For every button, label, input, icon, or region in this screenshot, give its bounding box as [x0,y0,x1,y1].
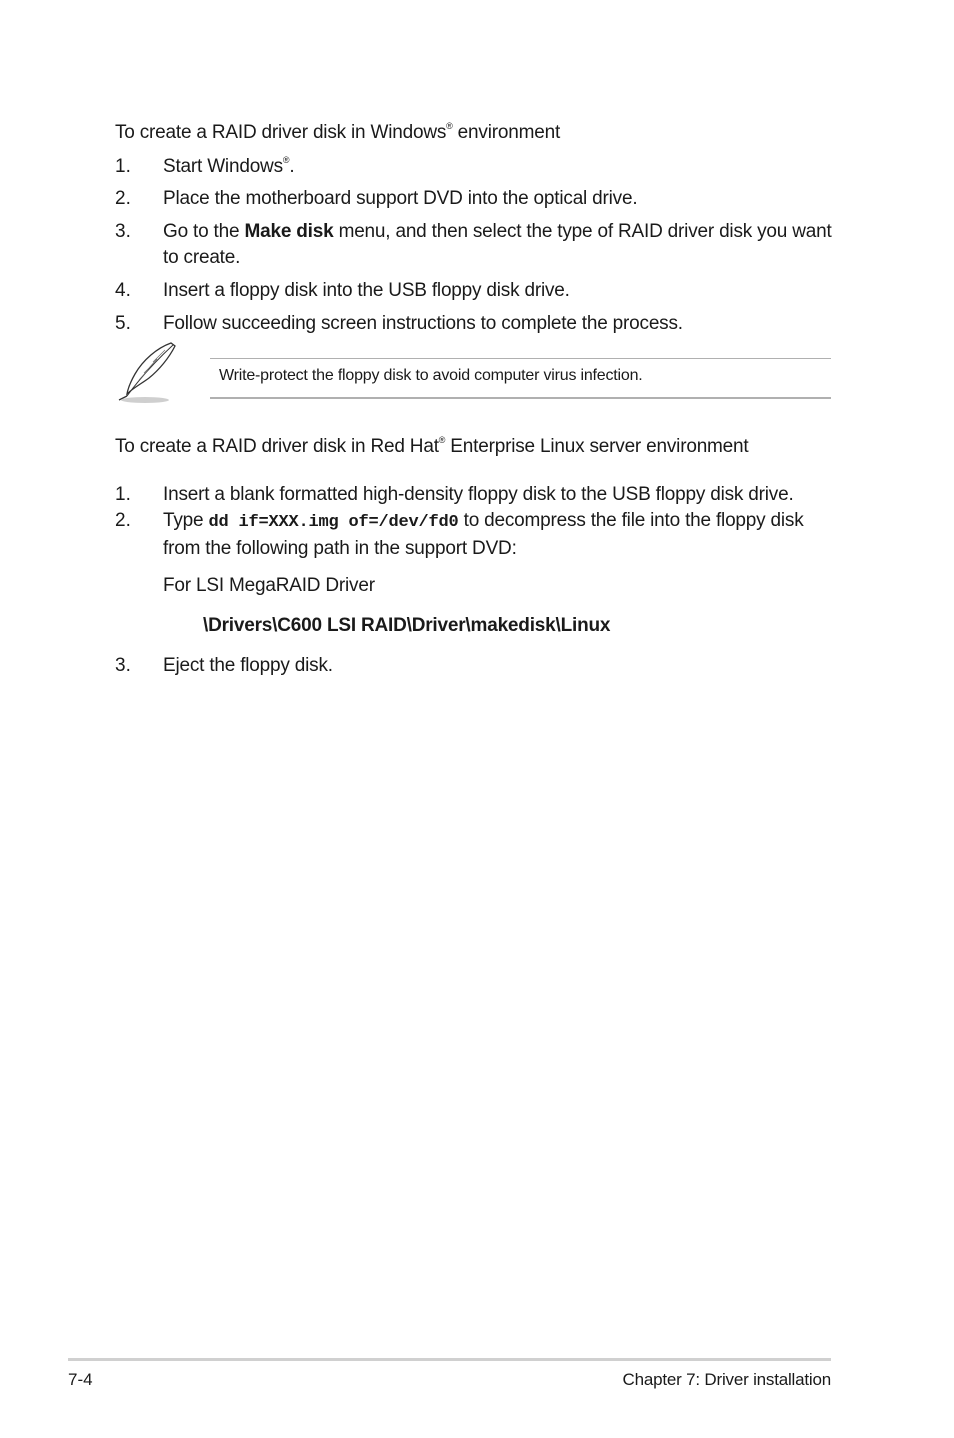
windows-step-4: Insert a floppy disk into the USB floppy disk drive. [163,280,570,301]
step-number: 1. [115,156,131,177]
step-text-end: . [289,156,295,177]
registered-mark: ® [282,155,290,165]
step-text-end: to decompress the file into the floppy disk from the following path in the support DVD: [163,510,804,559]
note-bottom-rule [210,397,831,399]
quill-pen-icon [113,340,183,404]
step-text: Start Windows [163,156,283,177]
heading-text-end: environment [452,122,561,143]
windows-section-heading [115,121,560,145]
windows-step-3 [163,219,843,271]
step-number: 2. [115,188,131,209]
step-text: Type [163,510,209,531]
windows-step-1 [163,154,843,180]
step-text-end: menu, and then select the type of RAID driver disk you want to create. [163,221,832,268]
step-number: 5. [115,313,131,334]
linux-step-2 [163,508,843,562]
heading-text: To create a RAID driver disk in Windows [115,122,447,143]
note-top-rule [210,358,831,359]
registered-mark: ® [438,435,446,445]
linux-step-1: Insert a blank formatted high-density floppy disk to the USB floppy disk drive. [163,484,794,505]
note-text: Write-protect the floppy disk to avoid computer virus infection. [219,367,643,384]
linux-step-3: Eject the floppy disk. [163,655,333,676]
driver-path: \Drivers\C600 LSI RAID\Driver\makedisk\Linux [203,615,611,636]
windows-step-5: Follow succeeding screen instructions to complete the process. [163,313,683,334]
page-number: 7-4 [68,1370,93,1389]
step-number: 3. [115,221,131,242]
footer-rule [68,1358,831,1361]
step-number: 2. [115,510,131,531]
heading-text-end: Enterprise Linux server environment [445,436,749,457]
driver-label: For LSI MegaRAID Driver [163,575,375,596]
command-code: dd if=XXX.img of=/dev/fd0 [208,513,459,532]
chapter-title: Chapter 7: Driver installation [622,1370,831,1389]
step-text: Go to the [163,221,245,242]
menu-name: Make disk [244,221,334,242]
step-number: 4. [115,280,131,301]
windows-step-2: Place the motherboard support DVD into the optical drive. [163,188,638,209]
step-number: 1. [115,484,131,505]
registered-mark: ® [446,121,453,131]
linux-section-heading [115,435,749,459]
heading-text: To create a RAID driver disk in Red Hat [115,436,439,457]
step-number: 3. [115,655,131,676]
